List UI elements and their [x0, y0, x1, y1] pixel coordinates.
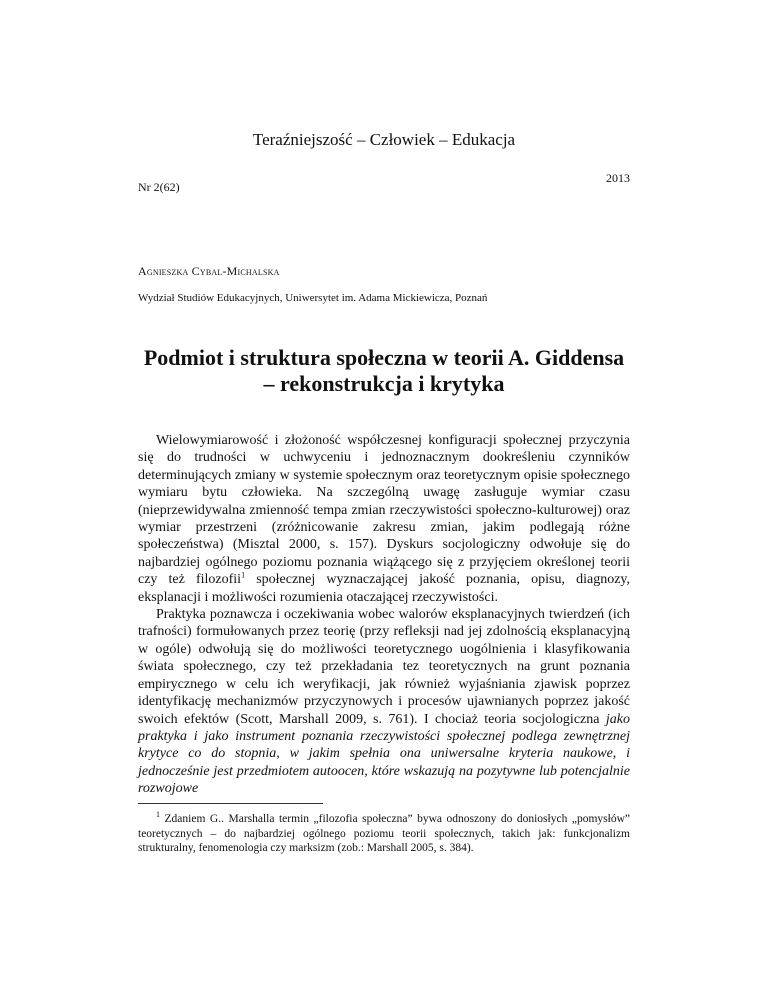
- footnote: [138, 812, 630, 856]
- article-title-line-2: – rekonstrukcja i krytyka: [263, 371, 505, 396]
- paragraph-1-text-b: społecznej wyznaczającej jakość poznania, opisu, diagnozy, eksplanacji i możliwości rozumienia otaczającej rzeczywistości.: [138, 572, 630, 605]
- article-title-line-1: Podmiot i struktura społeczna w teorii A. Giddensa: [143, 345, 625, 370]
- footnote-separator: [138, 803, 323, 804]
- paragraph-2-text: Praktyka poznawcza i oczekiwania wobec walorów eksplanacyjnych twierdzeń (ich trafności) formułowanych przez teorię (przy refleksji nad jej zdolnością eksplanacyjną w ogóle) odwołują się do możliwości teoretycznego uogólnienia i klasyfikowania świata społecznego, czy też przekładania tez teoretycznych na grunt poznania empirycznego w celu ich weryfikacji, jak również wyjaśniania zjawisk poprzez identyfikację mechanizmów przyczynowych i procesów ujawnianych poprzez jakość swoich efektów (Scott, Marshall 2009, s. 761). I chociaż teoria socjologiczna: [138, 607, 630, 727]
- article-title: [0, 345, 768, 397]
- issue-number: Nr 2(62): [138, 180, 180, 194]
- article-body: [138, 432, 630, 798]
- paragraph-2-italic: jako praktyka i jako instrument poznania rzeczywistości społecznej podlega zewnętrznej krytyce co do stopnia, w jakim spełnia ona uniwersalne kryteria naukowe, i jednocześnie jest przedmiotem autoocen, które wskazują na pozytywne lub potencjalnie rozwojowe: [138, 711, 630, 797]
- paragraph-1-text-a: Wielowymiarowość i złożoność współczesnej konfiguracji społecznej przyczynia się do trudności w uchwyceniu i jednoznacznym dookreśleniu czynników determinujących zmiany w systemie społecznym oraz teoretycznym opisie społecznego wymiaru bytu człowieka. Na szczególną uwagę zasługuje wymiar czasu (nieprzewidywalna zmienność tempa zmian rzeczywistości społeczno-kulturowej) oraz wymiar przestrzeni (zróżnicowanie zakresu zmian, jakim podlegają różne społeczeństwa) (Misztal 2000, s. 157). Dyskurs socjologiczny odwołuje się do najbardziej ogólnego poziomu poznania wiążącego się z przyjęciem określonej teorii czy też filozofii: [138, 433, 630, 588]
- footnote-reference: 1: [241, 570, 246, 580]
- paragraph-2: [138, 606, 630, 797]
- footnote-text: Zdaniem G.. Marshalla termin „filozofia społeczna” bywa odnoszony do doniosłych „pomysłów” teoretycznych – do najbardziej ogólnego poziomu teorii społecznych, takich jak: funkcjonalizm strukturalny, fenomenologia czy marksizm (zob.: Marshall 2005, s. 384).: [138, 813, 630, 854]
- publication-year: 2013: [606, 171, 630, 185]
- footnote-marker: 1: [156, 810, 160, 820]
- journal-title: Teraźniejszość – Człowiek – Edukacja: [252, 130, 516, 149]
- paragraph-1: [138, 432, 630, 606]
- author-affiliation: Wydział Studiów Edukacyjnych, Uniwersytet im. Adama Mickiewicza, Poznań: [138, 292, 488, 304]
- author-name: Agnieszka Cybal-Michalska: [138, 264, 280, 278]
